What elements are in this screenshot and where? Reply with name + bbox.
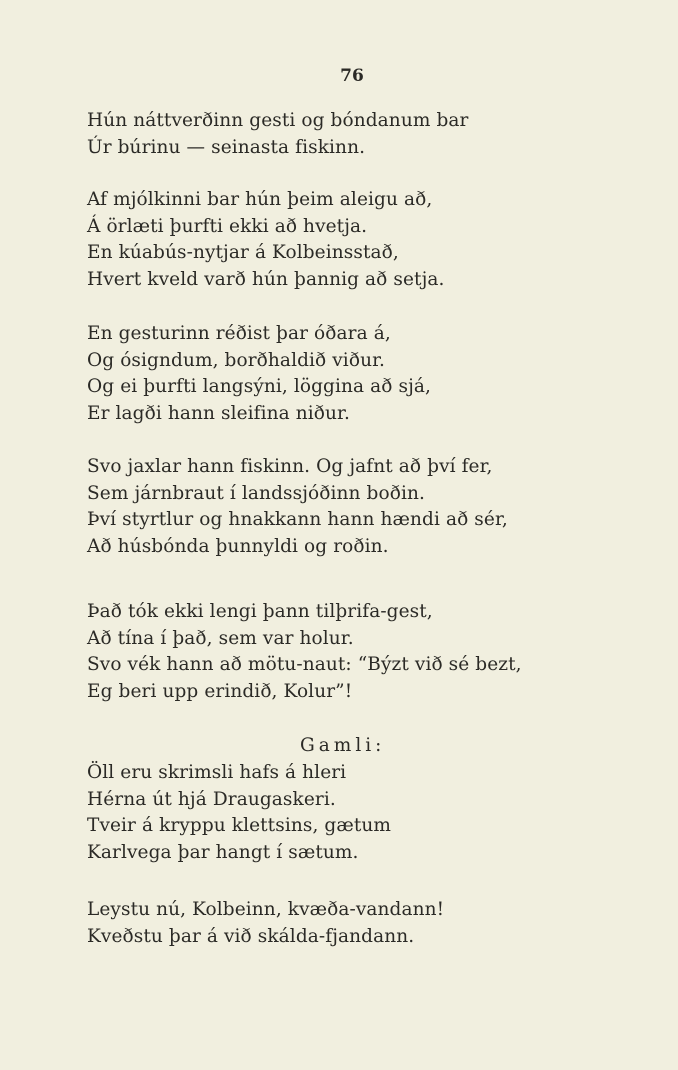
verse-line: Og ei þurfti langsýni, löggina að sjá, [87,376,432,398]
verse-line: Hérna út hjá Draugaskeri. [87,788,336,810]
stanza-7 [87,897,444,950]
verse-line: Að tína í það, sem var holur. [87,627,354,649]
verse-line: Það tók ekki lengi þann tilþrifa-gest, [87,601,433,622]
verse-line: Er lagði hann sleifina niður. [87,403,350,425]
stanza-4 [87,454,508,561]
verse-line: Sem járnbraut í landssjóðinn boðin. [87,482,425,504]
stanza-5 [87,599,522,706]
verse-line: Því styrtlur og hnakkann hann hændi að sér, [87,509,508,531]
verse-line: Leystu nú, Kolbeinn, kvæða-vandann! [87,899,445,920]
verse-line: Tveir á kryppu klettsins, gætum [87,815,392,837]
verse-line: Úr búrinu — seinasta fiskinn. [87,136,366,158]
stanza-2 [87,187,445,294]
stanza-1 [87,108,468,161]
verse-line: Karlvega þar hangt í sætum. [87,842,359,864]
verse-line: Á örlæti þurfti ekki að hvetja. [87,215,368,237]
verse-line: Og ósigndum, borðhaldið viður. [87,349,385,371]
verse-line: Svo jaxlar hann fiskinn. Og jafnt að því fer, [87,456,493,477]
verse-line: Öll eru skrimsli hafs á hleri [87,762,347,783]
verse-line: Hún náttverðinn gesti og bóndanum bar [87,110,469,131]
verse-line: Að húsbónda þunnyldi og roðin. [87,536,389,558]
verse-line: Svo vék hann að mötu-naut: “Býzt við sé bezt, [87,654,522,676]
page-number: 76 [340,66,364,86]
verse-line: En kúabús-nytjar á Kolbeinsstað, [87,242,399,264]
verse-line: Eg beri upp erindið, Kolur”! [87,681,353,703]
verse-line: Hvert kveld varð hún þannig að setja. [87,269,445,291]
speaker-heading: Gamli: [300,735,386,756]
verse-line: Af mjólkinni bar hún þeim aleigu að, [87,189,433,210]
stanza-3 [87,321,431,428]
verse-line: En gesturinn réðist þar óðara á, [87,323,391,344]
stanza-6 [87,760,391,867]
verse-line: Kveðstu þar á við skálda-fjandann. [87,925,415,947]
